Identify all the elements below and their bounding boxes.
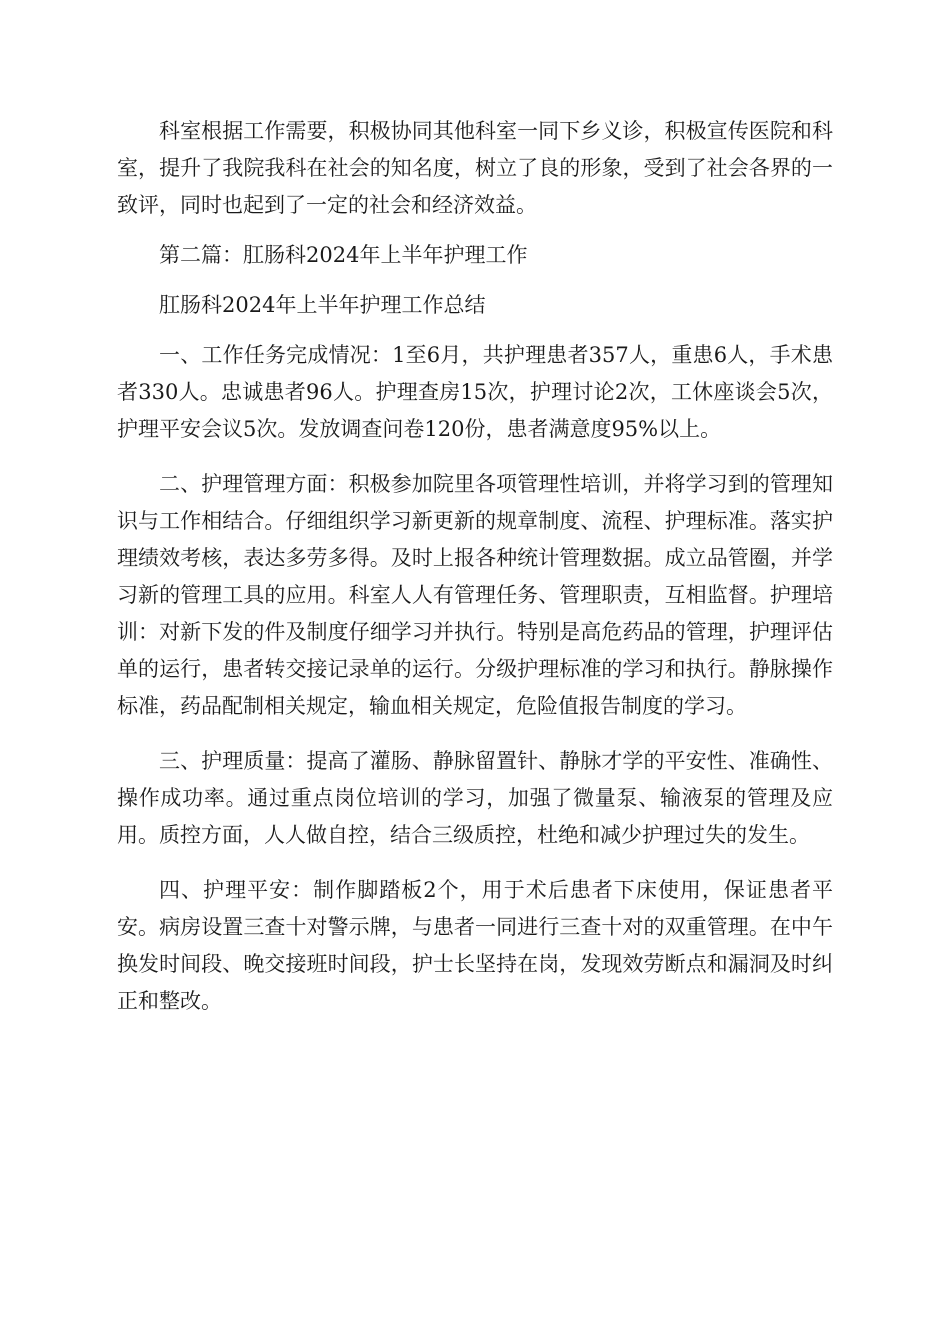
paragraph-outreach: 科室根据工作需要，积极协同其他科室一同下乡义诊，积极宣传医院和科室，提升了我院我科在社会的知名度，树立了良的形象，受到了社会各界的一致评，同时也起到了一定的社会和经济效益。 [117, 119, 833, 217]
paragraph-nursing-safety: 四、护理平安：制作脚踏板2个，用于术后患者下床使用，保证患者平安。病房设置三查十对警示牌，与患者一同进行三查十对的双重管理。在中午换发时间段、晚交接班时间段，护士长坚持在岗，发现效劳断点和漏洞及时纠正和整改。 [117, 878, 833, 1013]
paragraph-task-completion: 一、工作任务完成情况：1至6月，共护理患者357人，重患6人，手术患者330人。忠诚患者96人。护理查房15次，护理讨论2次，工休座谈会5次，护理平安会议5次。发放调查问卷120份，患者满意度95%以上。 [117, 343, 833, 441]
section-title: 第二篇：肛肠科2024年上半年护理工作 [159, 243, 528, 267]
summary-title: 肛肠科2024年上半年护理工作总结 [159, 293, 486, 317]
document-body [117, 113, 833, 1020]
paragraph-nursing-management: 二、护理管理方面：积极参加院里各项管理性培训，并将学习到的管理知识与工作相结合。仔细组织学习新更新的规章制度、流程、护理标准。落实护理绩效考核，表达多劳多得。及时上报各种统计管理数据。成立品管圈，并学习新的管理工具的应用。科室人人有管理任务、管理职责，互相监督。护理培训：对新下发的件及制度仔细学习并执行。特别是高危药品的管理，护理评估单的运行，患者转交接记录单的运行。分级护理标准的学习和执行。静脉操作标准，药品配制相关规定，输血相关规定，危险值报告制度的学习。 [117, 472, 833, 718]
paragraph-nursing-quality: 三、护理质量：提高了灌肠、静脉留置针、静脉才学的平安性、准确性、操作成功率。通过重点岗位培训的学习，加强了微量泵、输液泵的管理及应用。质控方面，人人做自控，结合三级质控，杜绝和减少护理过失的发生。 [117, 749, 833, 847]
